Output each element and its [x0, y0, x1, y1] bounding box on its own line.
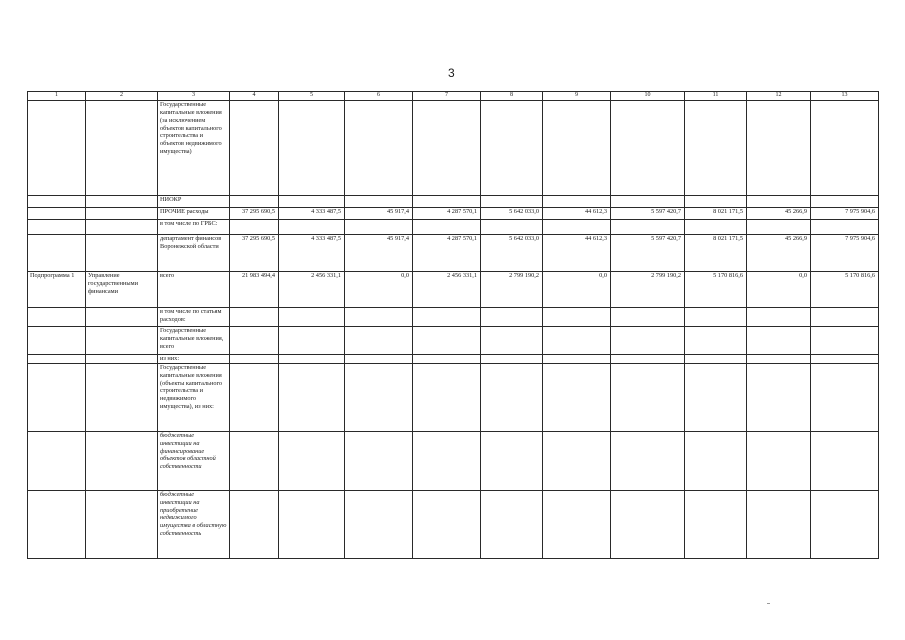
- value-cell: [685, 490, 747, 558]
- expense-label: в том числе по ГРБС:: [158, 220, 230, 235]
- value-cell: [811, 355, 879, 364]
- value-cell: [413, 220, 481, 235]
- value-cell: [747, 308, 811, 327]
- value-cell: [413, 101, 481, 196]
- value-cell: [345, 220, 413, 235]
- value-cell: [811, 363, 879, 431]
- value-cell: 2 456 331,1: [413, 272, 481, 308]
- value-cell: [345, 363, 413, 431]
- name-cell: [86, 327, 158, 355]
- value-cell: [413, 363, 481, 431]
- program-cell: [28, 327, 86, 355]
- value-cell: [611, 327, 685, 355]
- name-cell: Управление государственными финансами: [86, 272, 158, 308]
- value-cell: 4 333 487,5: [279, 208, 345, 220]
- value-cell: [685, 431, 747, 490]
- value-cell: [811, 327, 879, 355]
- budget-table: [27, 91, 879, 559]
- value-cell: [413, 355, 481, 364]
- value-cell: [481, 490, 543, 558]
- value-cell: [230, 490, 279, 558]
- column-header: 1: [28, 92, 86, 101]
- program-cell: [28, 431, 86, 490]
- value-cell: [230, 363, 279, 431]
- name-cell: [86, 490, 158, 558]
- value-cell: [611, 490, 685, 558]
- value-cell: [345, 431, 413, 490]
- value-cell: [413, 490, 481, 558]
- table-row: [28, 196, 879, 208]
- value-cell: [685, 355, 747, 364]
- table-row: [28, 101, 879, 196]
- program-cell: [28, 208, 86, 220]
- value-cell: [279, 327, 345, 355]
- value-cell: [611, 101, 685, 196]
- name-cell: [86, 196, 158, 208]
- value-cell: [345, 308, 413, 327]
- value-cell: [481, 327, 543, 355]
- value-cell: [611, 431, 685, 490]
- value-cell: [685, 101, 747, 196]
- column-header: 8: [481, 92, 543, 101]
- column-header: 5: [279, 92, 345, 101]
- table-row: [28, 308, 879, 327]
- name-cell: [86, 355, 158, 364]
- table-row: [28, 431, 879, 490]
- value-cell: [345, 355, 413, 364]
- value-cell: [543, 327, 611, 355]
- value-cell: [611, 308, 685, 327]
- program-cell: [28, 101, 86, 196]
- value-cell: [481, 220, 543, 235]
- value-cell: [543, 220, 611, 235]
- column-header: 11: [685, 92, 747, 101]
- value-cell: [685, 308, 747, 327]
- value-cell: [279, 220, 345, 235]
- column-header: 9: [543, 92, 611, 101]
- value-cell: 2 799 190,2: [611, 272, 685, 308]
- value-cell: [279, 101, 345, 196]
- value-cell: 2 456 331,1: [279, 272, 345, 308]
- expense-label: из них:: [158, 355, 230, 364]
- program-cell: [28, 355, 86, 364]
- value-cell: [543, 196, 611, 208]
- value-cell: [811, 490, 879, 558]
- column-header: 3: [158, 92, 230, 101]
- value-cell: 2 799 190,2: [481, 272, 543, 308]
- column-header: 13: [811, 92, 879, 101]
- name-cell: [86, 208, 158, 220]
- expense-label: бюджетные инвестиции на приобретение недвижимого имущества в областную собственность: [158, 490, 230, 558]
- value-cell: [413, 196, 481, 208]
- value-cell: [811, 220, 879, 235]
- value-cell: [611, 196, 685, 208]
- value-cell: [230, 431, 279, 490]
- value-cell: [413, 431, 481, 490]
- value-cell: 5 170 816,6: [811, 272, 879, 308]
- value-cell: [811, 196, 879, 208]
- value-cell: [230, 327, 279, 355]
- value-cell: [481, 196, 543, 208]
- name-cell: [86, 101, 158, 196]
- table-row: [28, 363, 879, 431]
- value-cell: 45 917,4: [345, 235, 413, 272]
- value-cell: [481, 355, 543, 364]
- value-cell: [279, 308, 345, 327]
- scan-mark: [767, 603, 770, 604]
- value-cell: [811, 308, 879, 327]
- value-cell: [543, 308, 611, 327]
- expense-label: всего: [158, 272, 230, 308]
- value-cell: 37 295 690,5: [230, 235, 279, 272]
- value-cell: 0,0: [747, 272, 811, 308]
- table-row: [28, 490, 879, 558]
- name-cell: [86, 431, 158, 490]
- program-cell: [28, 308, 86, 327]
- expense-label: Государственные капитальные вложения, всего: [158, 327, 230, 355]
- value-cell: [747, 327, 811, 355]
- name-cell: [86, 220, 158, 235]
- value-cell: 44 612,3: [543, 208, 611, 220]
- expense-label: ПРОЧИЕ расходы: [158, 208, 230, 220]
- column-header: 4: [230, 92, 279, 101]
- value-cell: [230, 220, 279, 235]
- column-header-row: [28, 92, 879, 101]
- value-cell: [230, 308, 279, 327]
- value-cell: 45 266,9: [747, 235, 811, 272]
- expense-label: Государственные капитальные вложения (за исключением объектов капитального строительства и объектов недвижимого имущества): [158, 101, 230, 196]
- expense-label: Государственные капитальные вложения (объекты капитального строительства и недвижимого имущества), из них:: [158, 363, 230, 431]
- value-cell: 5 597 420,7: [611, 208, 685, 220]
- column-header: 12: [747, 92, 811, 101]
- expense-label: бюджетные инвестиции на финансирование объектов областной собственности: [158, 431, 230, 490]
- program-cell: [28, 490, 86, 558]
- column-header: 2: [86, 92, 158, 101]
- value-cell: [685, 363, 747, 431]
- value-cell: [543, 490, 611, 558]
- value-cell: [279, 490, 345, 558]
- value-cell: [543, 363, 611, 431]
- expense-label: НИОКР: [158, 196, 230, 208]
- value-cell: [279, 355, 345, 364]
- value-cell: 45 917,4: [345, 208, 413, 220]
- program-cell: [28, 196, 86, 208]
- value-cell: 7 975 904,6: [811, 235, 879, 272]
- value-cell: [279, 363, 345, 431]
- column-header: 6: [345, 92, 413, 101]
- value-cell: [747, 363, 811, 431]
- value-cell: 5 170 816,6: [685, 272, 747, 308]
- value-cell: [611, 363, 685, 431]
- value-cell: 44 612,3: [543, 235, 611, 272]
- value-cell: [345, 196, 413, 208]
- value-cell: 45 266,9: [747, 208, 811, 220]
- value-cell: [611, 220, 685, 235]
- program-cell: Подпрограмма 1: [28, 272, 86, 308]
- table-row: [28, 327, 879, 355]
- program-cell: [28, 363, 86, 431]
- value-cell: [481, 431, 543, 490]
- value-cell: [279, 196, 345, 208]
- value-cell: [481, 308, 543, 327]
- page-number: 3: [448, 66, 455, 80]
- value-cell: [747, 196, 811, 208]
- value-cell: [345, 101, 413, 196]
- value-cell: 0,0: [345, 272, 413, 308]
- value-cell: [230, 355, 279, 364]
- value-cell: [747, 431, 811, 490]
- value-cell: [685, 196, 747, 208]
- value-cell: [747, 220, 811, 235]
- value-cell: 4 287 570,1: [413, 208, 481, 220]
- value-cell: [811, 431, 879, 490]
- name-cell: [86, 308, 158, 327]
- value-cell: 4 333 487,5: [279, 235, 345, 272]
- table-row: [28, 272, 879, 308]
- value-cell: [747, 101, 811, 196]
- table-row: [28, 220, 879, 235]
- table-row: [28, 355, 879, 364]
- value-cell: [345, 490, 413, 558]
- value-cell: [230, 196, 279, 208]
- column-header: 10: [611, 92, 685, 101]
- value-cell: [230, 101, 279, 196]
- value-cell: [685, 327, 747, 355]
- value-cell: [413, 308, 481, 327]
- value-cell: [611, 355, 685, 364]
- value-cell: 8 021 171,5: [685, 208, 747, 220]
- value-cell: [543, 101, 611, 196]
- program-cell: [28, 235, 86, 272]
- value-cell: [811, 101, 879, 196]
- program-cell: [28, 220, 86, 235]
- value-cell: 7 975 904,6: [811, 208, 879, 220]
- value-cell: [747, 355, 811, 364]
- value-cell: 0,0: [543, 272, 611, 308]
- value-cell: 5 642 033,0: [481, 208, 543, 220]
- value-cell: [279, 431, 345, 490]
- value-cell: [543, 355, 611, 364]
- value-cell: 5 597 420,7: [611, 235, 685, 272]
- expense-label: в том числе по статьям расходов:: [158, 308, 230, 327]
- name-cell: [86, 235, 158, 272]
- value-cell: 5 642 033,0: [481, 235, 543, 272]
- value-cell: 21 983 494,4: [230, 272, 279, 308]
- column-header: 7: [413, 92, 481, 101]
- name-cell: [86, 363, 158, 431]
- value-cell: 37 295 690,5: [230, 208, 279, 220]
- value-cell: [481, 101, 543, 196]
- value-cell: [747, 490, 811, 558]
- value-cell: 8 021 171,5: [685, 235, 747, 272]
- value-cell: [345, 327, 413, 355]
- table-row: [28, 235, 879, 272]
- table-row: [28, 208, 879, 220]
- value-cell: [413, 327, 481, 355]
- value-cell: [543, 431, 611, 490]
- value-cell: 4 287 570,1: [413, 235, 481, 272]
- value-cell: [481, 363, 543, 431]
- value-cell: [685, 220, 747, 235]
- expense-label: департамент финансов Воронежской области: [158, 235, 230, 272]
